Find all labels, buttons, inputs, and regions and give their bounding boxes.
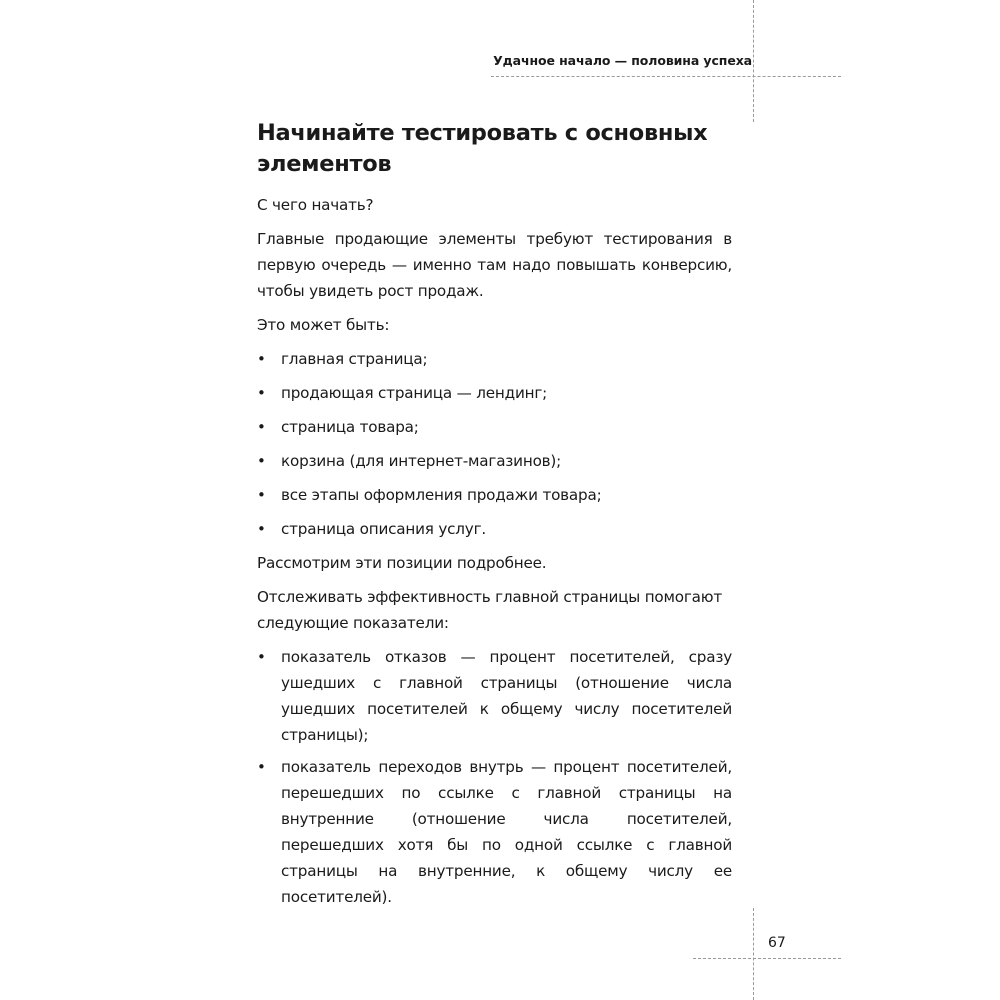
bullet-icon: • xyxy=(257,520,266,538)
page-number: 67 xyxy=(768,935,786,951)
list-item xyxy=(257,380,732,406)
bullet-icon: • xyxy=(257,452,266,470)
page-content xyxy=(257,118,732,917)
bullet-icon: • xyxy=(257,486,266,504)
paragraph-metrics-lead: Отслеживать эффективность главной страницы помогают следующие показатели: xyxy=(257,588,722,632)
list-item xyxy=(257,482,732,508)
crop-mark-bottom-vertical xyxy=(753,908,754,1000)
list-item-text: показатель переходов внутрь — процент посетителей, перешедших по ссылке с главной страницы на внутренние (отношение числа посетителей, перешедших хотя бы по одной ссылке с главной страницы на внутренние, к общему числу ее посетителей). xyxy=(281,758,732,906)
list-item xyxy=(257,346,732,372)
running-head: Удачное начало — половина успеха xyxy=(493,53,752,68)
list-item xyxy=(257,754,732,910)
bullet-icon: • xyxy=(257,648,266,666)
list-item-text: все этапы оформления продажи товара; xyxy=(281,486,602,504)
metrics-list xyxy=(257,644,732,910)
list-item-text: корзина (для интернет-магазинов); xyxy=(281,452,562,470)
list-item-text: главная страница; xyxy=(281,350,428,368)
crop-mark-bottom-horizontal xyxy=(693,958,841,959)
list-item-text: показатель отказов — процент посетителей, сразу ушедших с главной страницы (отношение числа ушедших посетителей к общему числу посетителей страницы); xyxy=(281,648,732,744)
list-item-text: страница товара; xyxy=(281,418,419,436)
section-title: Начинайте тестировать с основных элементов xyxy=(257,120,708,177)
list-item-text: продающая страница — лендинг; xyxy=(281,384,548,402)
paragraph-details: Рассмотрим эти позиции подробнее. xyxy=(257,554,547,572)
list-item-text: страница описания услуг. xyxy=(281,520,486,538)
list-item xyxy=(257,516,732,542)
bullet-icon: • xyxy=(257,384,266,402)
paragraph-list-lead: Это может быть: xyxy=(257,316,390,334)
bullet-icon: • xyxy=(257,350,266,368)
bullet-icon: • xyxy=(257,758,266,776)
crop-mark-top-vertical xyxy=(753,0,754,122)
list-item xyxy=(257,414,732,440)
paragraph-main-elements: Главные продающие элементы требуют тестирования в первую очередь — именно там надо повышать конверсию, чтобы увидеть рост продаж. xyxy=(257,230,732,300)
bullet-icon: • xyxy=(257,418,266,436)
list-item xyxy=(257,448,732,474)
paragraph-intro-question: С чего начать? xyxy=(257,196,374,214)
crop-mark-top-horizontal xyxy=(491,76,841,77)
pages-list xyxy=(257,346,732,542)
list-item xyxy=(257,644,732,748)
